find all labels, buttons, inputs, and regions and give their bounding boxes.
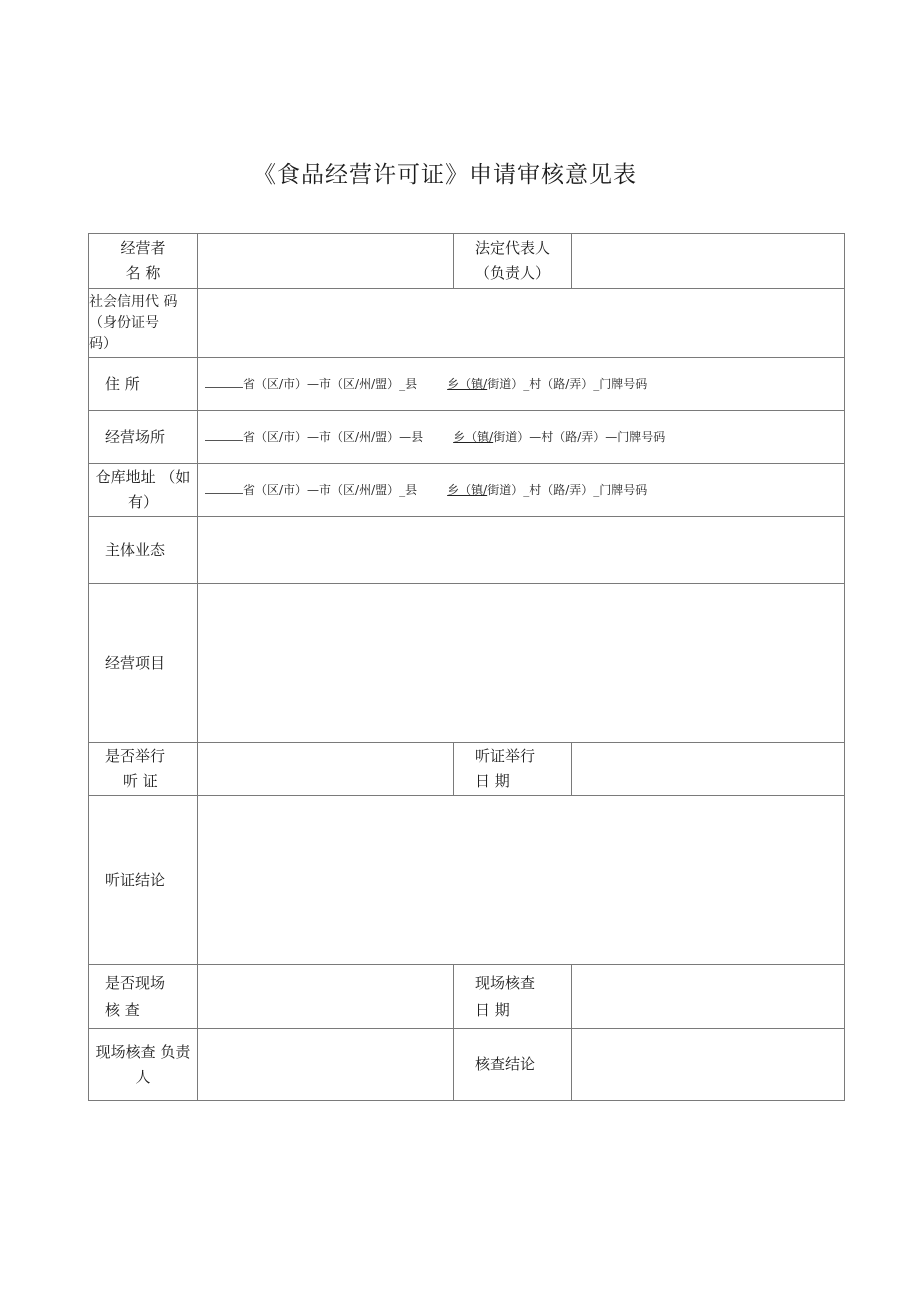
row-credit-code <box>89 289 845 358</box>
row-premises <box>89 411 845 464</box>
business-form-field[interactable] <box>198 517 845 584</box>
warehouse-address-field[interactable]: 省（区/市）—市（区/州/盟）_县 乡（镇/街道）_村（路/弄）_门牌号码 <box>198 464 845 517</box>
inspection-done-field[interactable] <box>198 965 454 1029</box>
inspection-done-label: 是否现场 核 查 <box>89 965 198 1029</box>
credit-code-field[interactable] <box>198 289 845 358</box>
inspection-date-field[interactable] <box>572 965 845 1029</box>
row-warehouse <box>89 464 845 517</box>
row-hearing-conclusion <box>89 796 845 965</box>
hearing-date-field[interactable] <box>572 743 845 796</box>
row-hearing <box>89 743 845 796</box>
credit-code-label: 社会信用代 码 （身份证号 码） <box>89 289 198 358</box>
inspection-person-label: 现场核查 负责 人 <box>89 1029 198 1101</box>
inspection-conclusion-field[interactable] <box>572 1029 845 1101</box>
operator-name-label: 经营者 名 称 <box>89 234 198 289</box>
inspection-conclusion-label: 核查结论 <box>454 1029 572 1101</box>
hearing-held-label: 是否举行 听 证 <box>89 743 198 796</box>
business-items-field[interactable] <box>198 584 845 743</box>
row-business-items <box>89 584 845 743</box>
row-operator-name <box>89 234 845 289</box>
business-items-label: 经营项目 <box>89 584 198 743</box>
review-form-table <box>88 233 845 1101</box>
legal-rep-label: 法定代表人 （负责人） <box>454 234 572 289</box>
premises-label: 经营场所 <box>89 411 198 464</box>
premises-address-field[interactable]: 省（区/市）—市（区/州/盟）—县 乡（镇/街道）—村（路/弄）—门牌号码 <box>198 411 845 464</box>
hearing-conclusion-field[interactable] <box>198 796 845 965</box>
legal-rep-field[interactable] <box>572 234 845 289</box>
row-business-form <box>89 517 845 584</box>
row-inspection-person <box>89 1029 845 1101</box>
hearing-conclusion-label: 听证结论 <box>89 796 198 965</box>
row-inspection <box>89 965 845 1029</box>
hearing-date-label: 听证举行 日 期 <box>454 743 572 796</box>
operator-name-field[interactable] <box>198 234 454 289</box>
residence-address-field[interactable]: 省（区/市）—市（区/州/盟）_县 乡（镇/街道）_村（路/弄）_门牌号码 <box>198 358 845 411</box>
inspection-date-label: 现场核查 日 期 <box>454 965 572 1029</box>
row-residence <box>89 358 845 411</box>
inspection-person-field[interactable] <box>198 1029 454 1101</box>
page-title: 《食品经营许可证》申请审核意见表 <box>253 162 637 188</box>
warehouse-label: 仓库地址 （如 有） <box>89 464 198 517</box>
business-form-label: 主体业态 <box>89 517 198 584</box>
residence-label: 住 所 <box>89 358 198 411</box>
hearing-held-field[interactable] <box>198 743 454 796</box>
